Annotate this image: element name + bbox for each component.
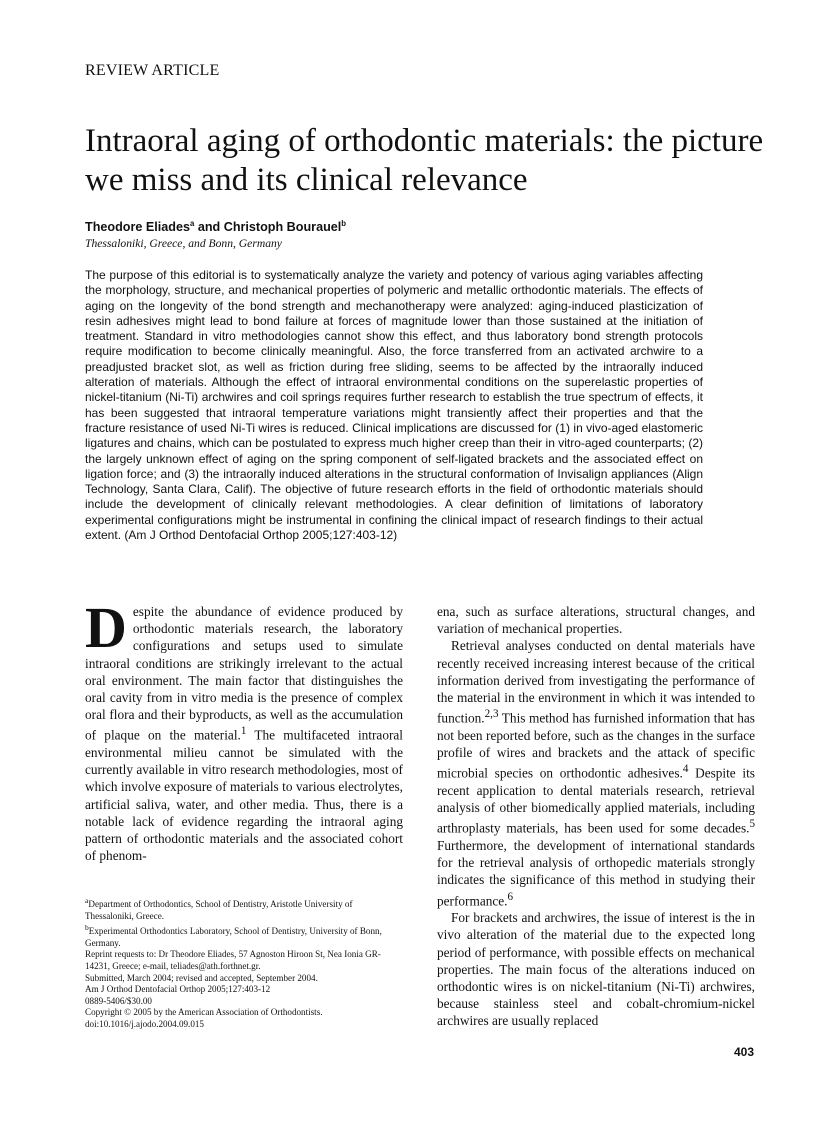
footnote-submitted: Submitted, March 2004; revised and accepted, September 2004.	[85, 972, 318, 983]
footnote-issn: 0889-5406/$30.00	[85, 995, 152, 1006]
affiliation-mark: a	[189, 218, 195, 228]
footnote-text: Experimental Orthodontics Laboratory, School of Dentistry, University of Bonn, Germany.	[85, 926, 382, 948]
body-paragraph: ena, such as surface alterations, structural changes, and variation of mechanical properties.	[437, 604, 755, 637]
abstract: The purpose of this editorial is to systematically analyze the variety and potency of various aging variables affecting the morphology, structure, and mechanical properties of polymeric and metallic orthodontic materials. The effects of aging on the longevity of the bond strength and mechanotherapy were analyzed: aging-induced plasticization of resin adhesives might lead to bond failure at forces of magnitude lower than those sustained at the initiation of treatment. Standard in vitro methodologies cannot show this effect, and thus laboratory bond strength protocols require modification to become clinically meaningful. Also, the force transferred from an activated archwire to a preadjusted bracket slot, as well as friction during free sliding, seems to be affected by the intraorally induced alteration of materials. Although the effect of intraoral environmental conditions on the superelastic properties of nickel-titanium (Ni-Ti) archwires and coil springs requires further research to establish the true spectrum of effects, it has been suggested that intraoral temperature variations might transiently affect their properties and that the fracture resistance of used Ni-Ti wires is reduced. Clinical implications are discussed for (1) in vivo-aged elastomeric ligatures and chains, which can be postulated to express much higher creep than their in vitro-aged counterparts; (2) the largely unknown effect of aging on the spring component of self-ligated brackets and the associated effect on ligation force; and (3) the intraorally induced alterations in the structural conformation of Invisalign appliances (Align Technology, Santa Clara, Calif). The objective of future research efforts in the field of orthodontic materials should include the development of clinically relevant methodologies. A clear definition of limitations of laboratory experimental configurations might be instrumental in confining the clinical impact of research findings to their actual extent. (Am J Orthod Dentofacial Orthop 2005;127:403-12)	[85, 268, 703, 543]
body-column-right	[437, 603, 755, 1030]
paragraph-text: espite the abundance of evidence produced by orthodontic materials research, the laboratory configurations and setups used to simulate intraoral conditions are strikingly irrelevant to the actual oral environment. The main factor that distinguishes the oral cavity from in vitro media is the presence of complex oral flora and their byproducts, as well as the accumulation of plaque on the material.	[85, 604, 403, 743]
drop-cap: D	[85, 595, 127, 660]
paragraph-text: Furthermore, the development of international standards for the retrieval analysis of orthopedic materials strongly indicates the significance of this method in studying their performance.	[437, 837, 755, 908]
footnotes	[85, 895, 403, 1031]
body-paragraph: For brackets and archwires, the issue of interest is the in vivo alteration of the material due to the expected long period of performance, with possible effects on mechanical properties. The main focus of the alterations induced on orthodontic wires is on nickel-titanium (Ni-Ti) archwires, because stainless steel and cobalt-chromium-nickel archwires are usually replaced	[437, 910, 755, 1029]
footnote-reprint: Reprint requests to: Dr Theodore Eliades, 57 Agnoston Hiroon St, Nea Ionia GR-14231, Greece; e-mail, teliades@ath.forthnet.gr.	[85, 949, 381, 972]
page-number: 403	[734, 1045, 755, 1059]
body-column-left	[85, 595, 403, 864]
footnote-doi[interactable]: doi:10.1016/j.ajodo.2004.09.015	[85, 1019, 204, 1029]
footnote-mark: b	[85, 923, 89, 933]
reference-mark[interactable]: 5	[749, 818, 755, 831]
footnote-text: Department of Orthodontics, School of Dentistry, Aristotle University of Thessaloniki, Greece.	[85, 899, 353, 921]
body-paragraph	[85, 595, 403, 864]
footnote-citation: Am J Orthod Dentofacial Orthop 2005;127:403-12	[85, 984, 271, 995]
footnote-copyright: Copyright © 2005 by the American Association of Orthodontists.	[85, 1007, 323, 1018]
paragraph-text: The multifaceted intraoral environmental milieu cannot be simulated with the currently available in vitro research methodologies, most of which involve exposure of materials to various electrolytes, artificial saliva, water, and other media. Thus, there is a notable lack of evidence regarding the intraoral aging pattern of orthodontic materials and the associated cohort of phenom-	[85, 727, 403, 864]
footnote-affiliation-b	[85, 922, 403, 949]
affiliation-line: Thessaloniki, Greece, and Bonn, Germany	[85, 237, 282, 250]
paragraph-text: This method has furnished information that has not been reported before, such as the changes in the surface profile of wires and brackets and the attack of specific microbial species on orthodontic adhesives.	[437, 710, 755, 781]
body-paragraph	[437, 637, 755, 909]
section-label: REVIEW ARTICLE	[85, 62, 220, 79]
reference-mark[interactable]: 6	[507, 890, 514, 903]
reference-mark[interactable]: 4	[682, 763, 689, 776]
article-title: Intraoral aging of orthodontic materials: the picture we miss and its clinical relevance	[85, 123, 764, 198]
footnote-mark: a	[85, 896, 89, 905]
author-name[interactable]: Christoph Bourauel	[223, 220, 342, 234]
paragraph-text: Despite its recent application to dental materials research, retrieval analysis of other biomedically applied materials, including arthroplasty materials, has been used for some decades.	[437, 765, 755, 836]
author-line	[85, 220, 346, 234]
reference-mark[interactable]: 1	[240, 725, 247, 738]
affiliation-mark: b	[341, 218, 347, 228]
author-conjunction: and	[194, 220, 224, 234]
paragraph-text: Retrieval analyses conducted on dental materials have recently received increasing interest because of the critical information derived from investigating the performance of the material in the environment in which it was intended to function.	[437, 638, 755, 726]
reference-mark[interactable]: 2,3	[484, 708, 499, 721]
author-name[interactable]: Theodore Eliades	[85, 220, 190, 234]
footnote-affiliation-a	[85, 895, 403, 922]
